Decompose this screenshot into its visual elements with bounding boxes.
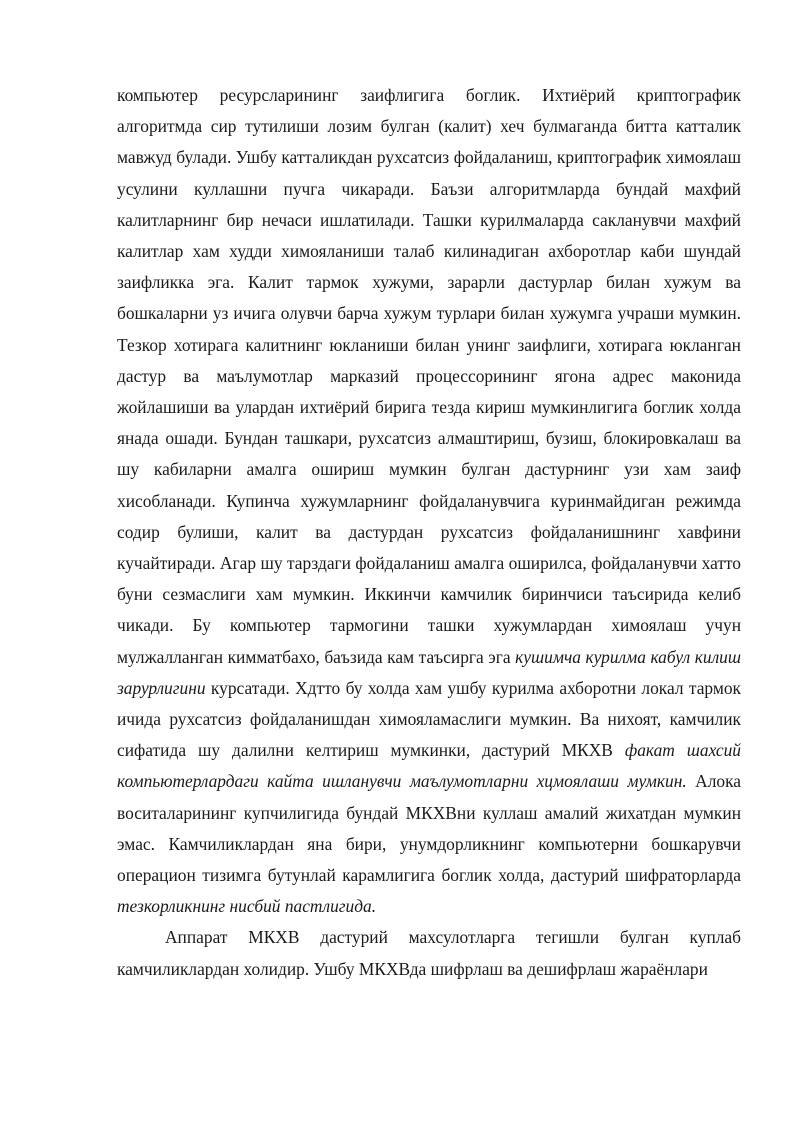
italic-text-run: факат шахсий компьютерлардаги кайта ишланувчи маълумотларни хцмоялаши мумкин. — [117, 740, 741, 792]
text-run: Алока воситаларининг купчилигида бундай МКХВни куллаш амалий жихатдан мумкин эмас. Камчиликлардан яна бири, унумдорликнинг компьютерни бошкарувчи операцион тизимга бутунлай карамлигига боглик холда, дастурий шифраторларда — [117, 771, 742, 886]
text-run: курсатади. Хдтто бу холда хам ушбу курилма ахборотни локал тармок ичида рухсатсиз фойдаланишдан химояламаслиги мумкин. Ва нихоят, камчилик сифатида шу далилни келтириш мумкинки, дастурий МКХВ — [117, 677, 741, 761]
document-page — [117, 80, 741, 985]
paragraph-indented — [117, 922, 741, 984]
italic-text-run: кушимча курилма кабул килиш зарурлигини — [117, 646, 741, 698]
italic-text-run: тезкорликнинг нисбий пастлигида. — [117, 896, 377, 917]
text-run: компьютер ресурсларининг заифлигига боглик. Ихтиёрий криптографик алгоритмда сир тутилиши лозим булган (калит) хеч булмаганда битта катталик мавжуд булади. Ушбу катталикдан рухсатсиз фойдаланиш, криптографик химоялаш усулини куллашни пучга чикаради. Баъзи алгоритмларда бундай махфий калитларнинг бир нечаси ишлатилади. Ташки курилмаларда сакланувчи махфий калитлар хам худди химояланиши талаб килинадиган ахборотлар каби шундай заифликка эга. Калит тармок хужуми, зарарли дастурлар билан хужум ва бошкаларни уз ичига олувчи барча хужум турлари билан хужумга учраши мумкин. Тезкор хотирага калитнинг юкланиши билан унинг заифлиги, хотирага юкланган дастур ва маълумотлар марказий процессорининг ягона адрес маконида жойлашиши ва улардан ихтиёрий бирига тезда кириш мумкинлигига боглик холда янада ошади. Бундан ташкари, рухсатсиз алмаштириш, бузиш, блокировкалаш ва шу кабиларни амалга ошириш мумкин булган дастурнинг узи хам заиф хисобланади. Купинча хужумларнинг фойдаланувчига куринмайдиган режимда содир булиши, калит ва дастурдан рухсатсиз фойдаланишнинг хавфини кучайтиради. Агар шу тарздаги фойдаланиш амалга оширилса, фойдаланувчи хатто буни сезмаслиги хам мумкин. Иккинчи камчилик биринчиси таъсирида келиб чикади. Бу компьютер тармогини ташки хужумлардан химоялаш учун мулжалланган кимматбахо, баъзида кам таъсирга эга — [117, 85, 741, 667]
paragraph — [117, 80, 741, 922]
text-run: Аппарат МКХВ дастурий махсулотларга тегишли булган куплаб камчиликлардан холидир. Ушбу МКХВда шифрлаш ва дешифрлаш жараёнлари — [117, 927, 741, 979]
